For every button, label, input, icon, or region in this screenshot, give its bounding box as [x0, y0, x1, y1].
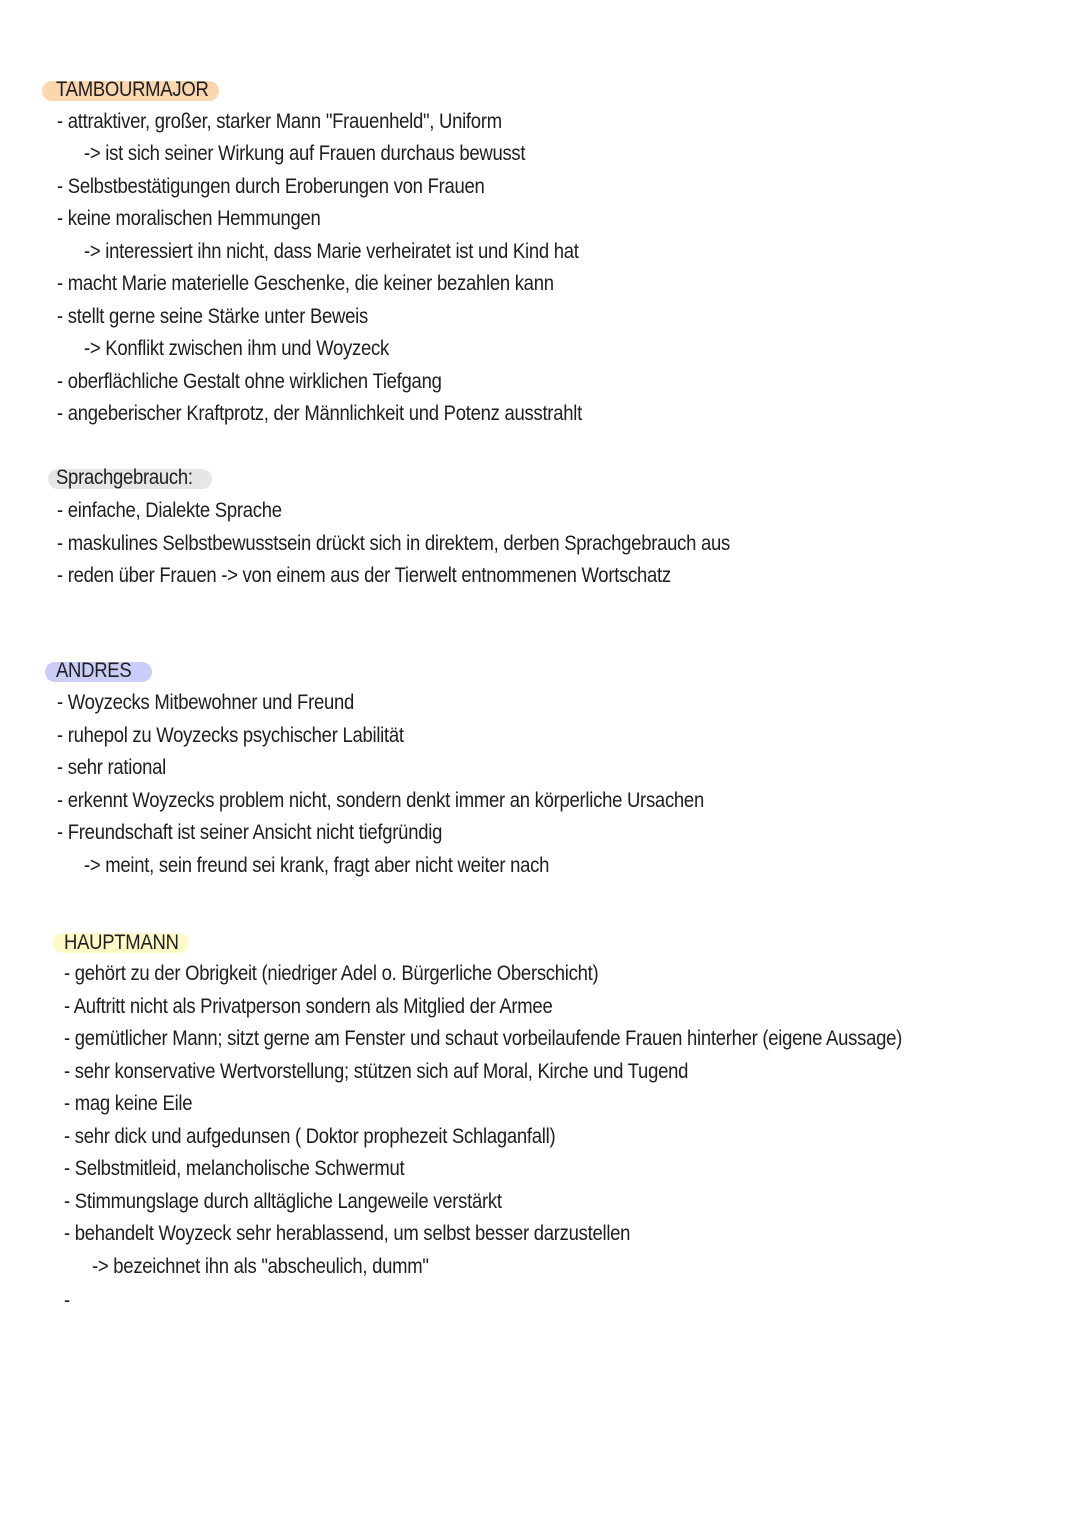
list-item: - einfache, Dialekte Sprache	[57, 499, 282, 522]
list-item: - sehr dick und aufgedunsen ( Doktor prophezeit Schlaganfall)	[64, 1125, 556, 1148]
list-item: - erkennt Woyzecks problem nicht, sondern denkt immer an körperliche Ursachen	[57, 789, 704, 812]
list-item: - Freundschaft ist seiner Ansicht nicht tiefgründig	[57, 821, 443, 844]
list-item: -> bezeichnet ihn als "abscheulich, dumm"	[92, 1255, 429, 1278]
list-item: - stellt gerne seine Stärke unter Beweis	[57, 305, 368, 328]
list-item: - Auftritt nicht als Privatperson sondern als Mitglied der Armee	[64, 995, 553, 1018]
list-item: - maskulines Selbstbewusstsein drückt sich in direktem, derben Sprachgebrauch aus	[57, 532, 730, 555]
list-item: - Woyzecks Mitbewohner und Freund	[57, 691, 355, 714]
list-item: - Stimmungslage durch alltägliche Langeweile verstärkt	[64, 1190, 502, 1213]
list-item: -	[64, 1289, 70, 1312]
list-item: - Selbstbestätigungen durch Eroberungen von Frauen	[57, 175, 485, 198]
list-item: - sehr rational	[57, 756, 167, 779]
list-item: - behandelt Woyzeck sehr herablassend, um selbst besser darzustellen	[64, 1222, 631, 1245]
list-item: - ruhepol zu Woyzecks psychischer Labilität	[57, 724, 404, 747]
list-item: - keine moralischen Hemmungen	[57, 207, 321, 230]
section-heading-andres: ANDRES	[56, 659, 132, 682]
list-item: - gehört zu der Obrigkeit (niedriger Adel o. Bürgerliche Oberschicht)	[64, 962, 599, 985]
list-item: -> ist sich seiner Wirkung auf Frauen durchaus bewusst	[84, 142, 526, 165]
section-heading-sprachgebrauch: Sprachgebrauch:	[56, 466, 193, 489]
list-item: - angeberischer Kraftprotz, der Männlichkeit und Potenz ausstrahlt	[57, 402, 582, 425]
list-item: -> Konflikt zwischen ihm und Woyzeck	[84, 337, 389, 360]
list-item: -> meint, sein freund sei krank, fragt aber nicht weiter nach	[84, 854, 550, 877]
list-item: -> interessiert ihn nicht, dass Marie verheiratet ist und Kind hat	[84, 240, 579, 263]
section-heading-hauptmann: HAUPTMANN	[64, 931, 179, 954]
list-item: - mag keine Eile	[64, 1092, 193, 1115]
list-item: - sehr konservative Wertvorstellung; stützen sich auf Moral, Kirche und Tugend	[64, 1060, 689, 1083]
section-heading-tambourmajor: TAMBOURMAJOR	[56, 78, 209, 101]
list-item: - macht Marie materielle Geschenke, die keiner bezahlen kann	[57, 272, 554, 295]
list-item: - attraktiver, großer, starker Mann "Frauenheld", Uniform	[57, 110, 502, 133]
list-item: - reden über Frauen -> von einem aus der Tierwelt entnommenen Wortschatz	[57, 564, 671, 587]
list-item: - gemütlicher Mann; sitzt gerne am Fenster und schaut vorbeilaufende Frauen hinterher (eigene Aussage)	[64, 1027, 903, 1050]
list-item: - oberflächliche Gestalt ohne wirklichen Tiefgang	[57, 370, 442, 393]
list-item: - Selbstmitleid, melancholische Schwermut	[64, 1157, 405, 1180]
